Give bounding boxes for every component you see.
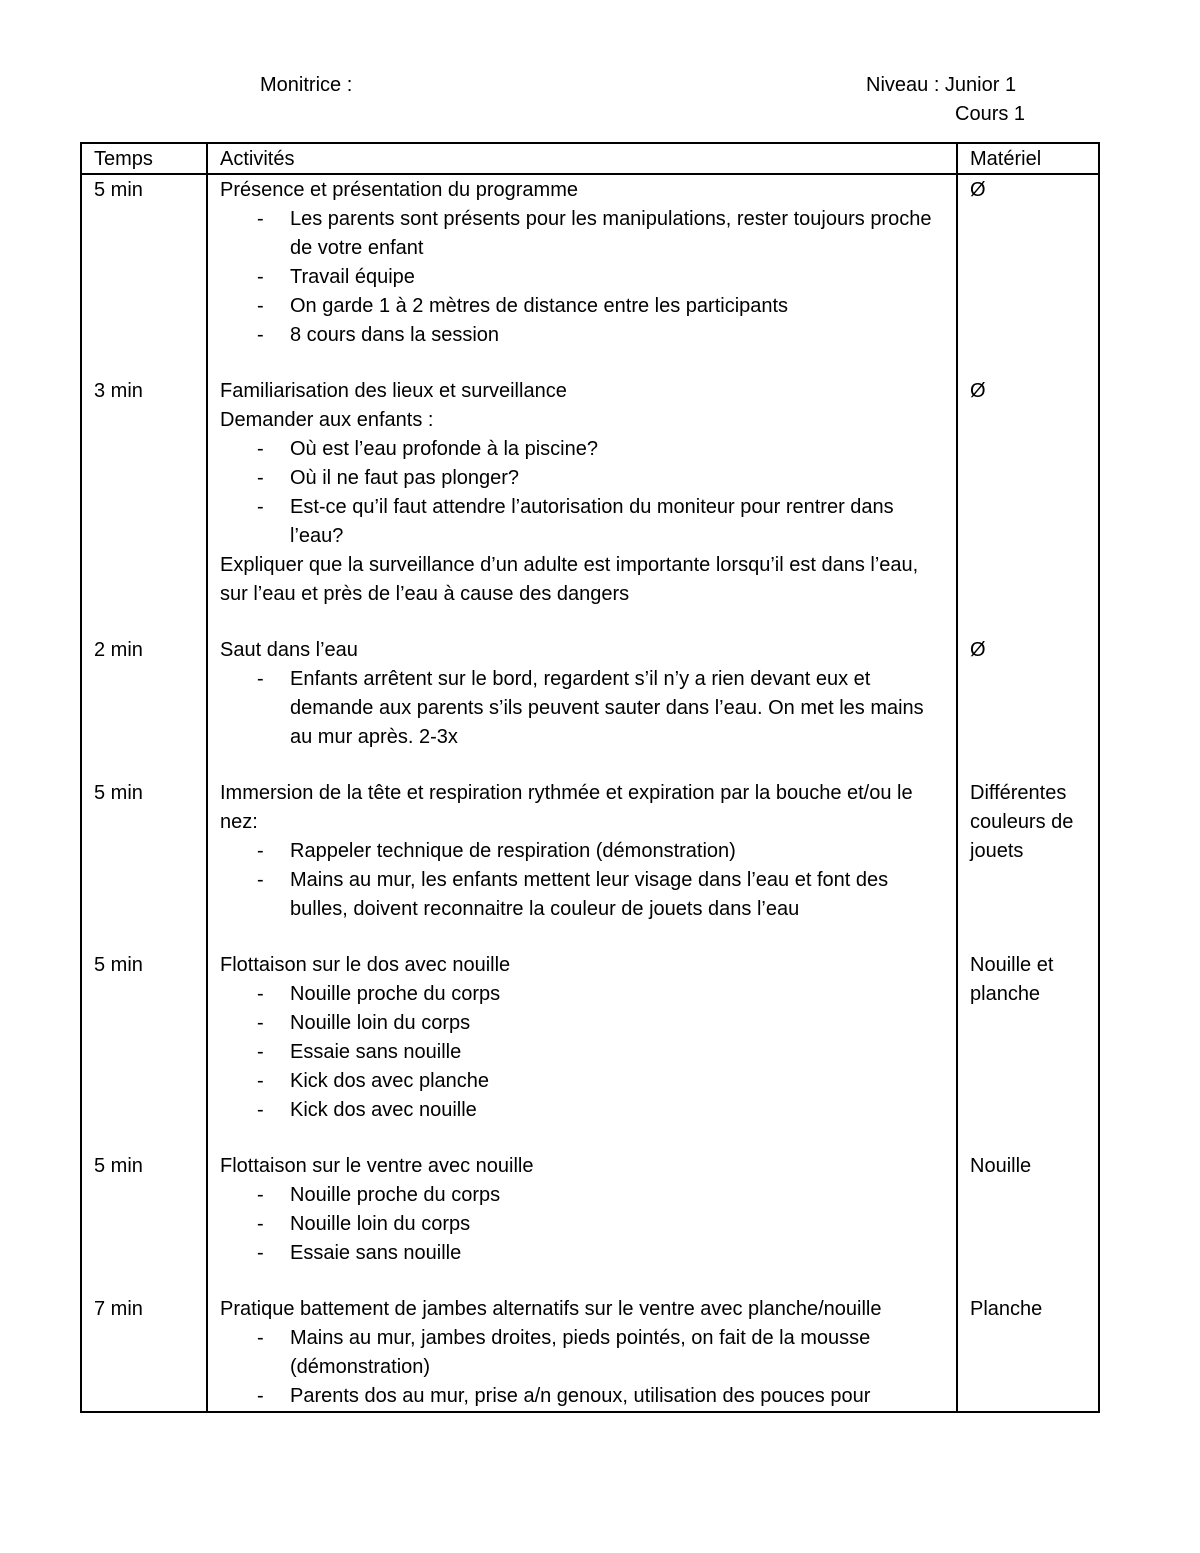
table-row (81, 1152, 1099, 1295)
list-item: - Kick dos avec planche (220, 1067, 946, 1096)
list-item: - Essaie sans nouille (220, 1038, 946, 1067)
list-item: - Rappeler technique de respiration (démonstration) (220, 837, 946, 866)
materiel-cell: Différentes couleurs de jouets (957, 779, 1099, 951)
temps-cell: 5 min (81, 951, 207, 1152)
activity-line: Immersion de la tête et respiration rythmée et expiration par la bouche et/ou le nez: (220, 782, 913, 833)
activity-bullet-list (220, 1181, 946, 1268)
activity-bullet-list (220, 205, 946, 350)
activites-cell (207, 174, 957, 377)
activity-line: Présence et présentation du programme (220, 179, 578, 201)
header-temps: Temps (81, 143, 207, 174)
table-row (81, 779, 1099, 951)
table-body (81, 174, 1099, 1412)
table-row (81, 1295, 1099, 1412)
materiel-cell: Nouille et planche (957, 951, 1099, 1152)
header-activites: Activités (207, 143, 957, 174)
activity-line: Demander aux enfants : (220, 409, 434, 431)
table-row (81, 636, 1099, 779)
materiel-cell: Ø (957, 174, 1099, 377)
activites-cell (207, 779, 957, 951)
activity-bullet-list (220, 1324, 946, 1411)
list-item: - Enfants arrêtent sur le bord, regardent s’il n’y a rien devant eux et demande aux parents s’ils peuvent sauter dans l’eau. On met les mains au mur après. 2-3x (220, 665, 946, 752)
niveau-label: Niveau : Junior 1 (866, 74, 1017, 96)
activity-bullet-list (220, 435, 946, 551)
list-item: - Parents dos au mur, prise a/n genoux, utilisation des pouces pour (220, 1382, 946, 1411)
activites-cell (207, 377, 957, 636)
header-materiel: Matériel (957, 143, 1099, 174)
table-row (81, 174, 1099, 377)
table-row (81, 951, 1099, 1152)
list-item: - Nouille proche du corps (220, 980, 946, 1009)
table-row (81, 377, 1099, 636)
temps-cell: 5 min (81, 779, 207, 951)
list-item: - Kick dos avec nouille (220, 1096, 946, 1125)
materiel-cell: Planche (957, 1295, 1099, 1412)
table-header-row (81, 143, 1099, 174)
activites-cell (207, 1295, 957, 1412)
activites-cell (207, 951, 957, 1152)
activity-bullet-list (220, 980, 946, 1125)
list-item: - Nouille loin du corps (220, 1009, 946, 1038)
activity-note: Expliquer que la surveillance d’un adulte est importante lorsqu’il est dans l’eau, sur l’eau et près de l’eau à cause des dangers (220, 554, 919, 605)
list-item: - Essaie sans nouille (220, 1239, 946, 1268)
list-item: - Où est l’eau profonde à la piscine? (220, 435, 946, 464)
activity-line: Saut dans l’eau (220, 639, 358, 661)
temps-cell: 2 min (81, 636, 207, 779)
activites-cell (207, 1152, 957, 1295)
temps-cell: 7 min (81, 1295, 207, 1412)
activity-line: Familiarisation des lieux et surveillance (220, 380, 567, 402)
list-item: - Mains au mur, les enfants mettent leur visage dans l’eau et font des bulles, doivent reconnaitre la couleur de jouets dans l’eau (220, 866, 946, 924)
list-item: - Est-ce qu’il faut attendre l’autorisation du moniteur pour rentrer dans l’eau? (220, 493, 946, 551)
list-item: - Mains au mur, jambes droites, pieds pointés, on fait de la mousse (démonstration) (220, 1324, 946, 1382)
materiel-cell: Ø (957, 636, 1099, 779)
list-item: - On garde 1 à 2 mètres de distance entre les participants (220, 292, 946, 321)
lesson-plan-table (80, 142, 1100, 1413)
list-item: - Nouille proche du corps (220, 1181, 946, 1210)
activity-bullet-list (220, 837, 946, 924)
activity-bullet-list (220, 665, 946, 752)
materiel-cell: Ø (957, 377, 1099, 636)
temps-cell: 3 min (81, 377, 207, 636)
list-item: - Les parents sont présents pour les manipulations, rester toujours proche de votre enfant (220, 205, 946, 263)
materiel-cell: Nouille (957, 1152, 1099, 1295)
activity-line: Pratique battement de jambes alternatifs sur le ventre avec planche/nouille (220, 1298, 882, 1320)
cours-label: Cours 1 (955, 103, 1026, 125)
activity-line: Flottaison sur le dos avec nouille (220, 954, 511, 976)
list-item: - Où il ne faut pas plonger? (220, 464, 946, 493)
list-item: - Travail équipe (220, 263, 946, 292)
monitrice-label: Monitrice : (260, 74, 353, 96)
activity-line: Flottaison sur le ventre avec nouille (220, 1155, 534, 1177)
temps-cell: 5 min (81, 1152, 207, 1295)
temps-cell: 5 min (81, 174, 207, 377)
list-item: - Nouille loin du corps (220, 1210, 946, 1239)
activites-cell (207, 636, 957, 779)
list-item: - 8 cours dans la session (220, 321, 946, 350)
